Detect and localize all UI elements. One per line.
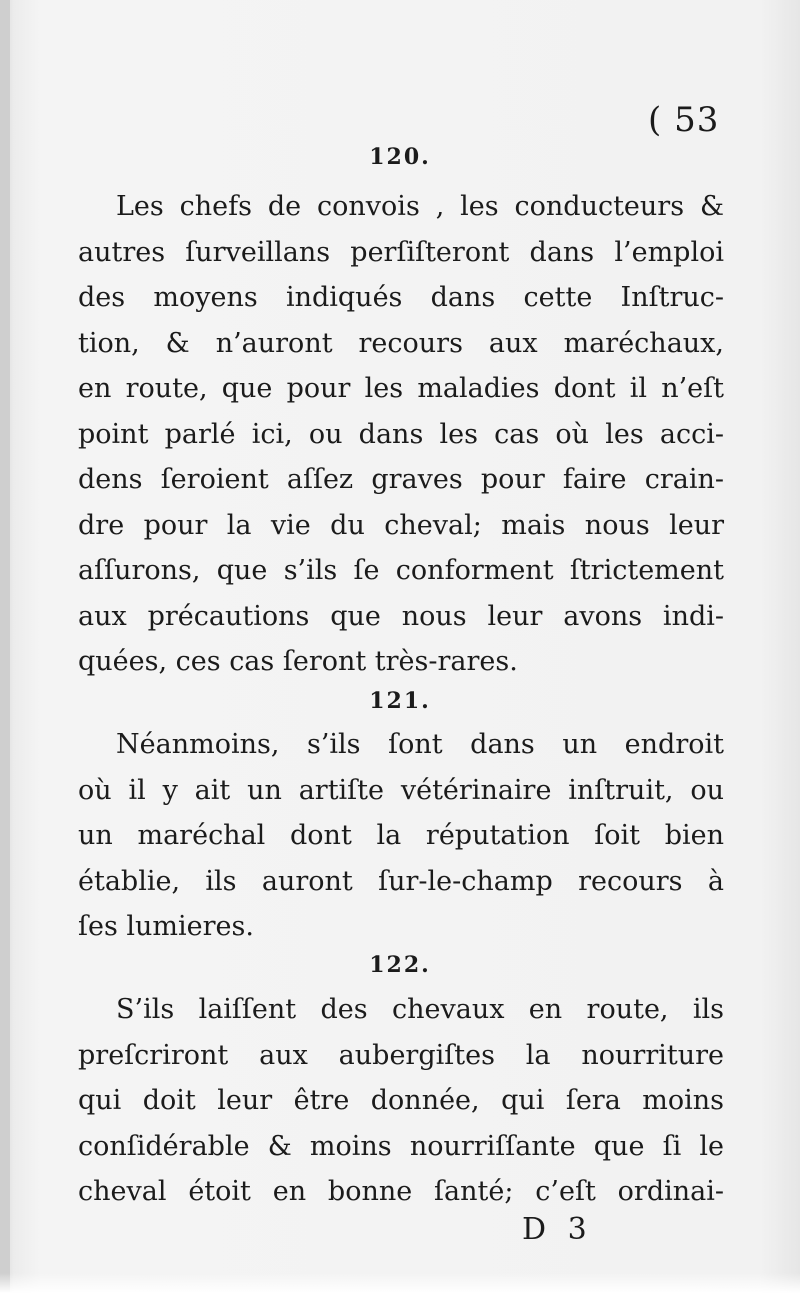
text-line: établie, ils auront ſur-le-champ recours à [78,865,724,897]
page-number: ( 53 [648,100,720,140]
paragraph-120 [78,184,724,685]
text-line: quées, ces cas ſeront très-rares. [78,646,518,677]
text-line: preſcriront aux aubergiſtes la nourriture [78,1039,724,1071]
text-line: tion, & n’auront recours aux maréchaux, [78,327,724,359]
page-gutter-shadow [0,0,10,1293]
text-line: Les chefs de convois , les conducteurs & [116,191,724,222]
text-line: autres ſurveillans perſiſteront dans l’emploi [78,236,724,268]
text-line: dre pour la vie du cheval; mais nous leur [78,509,724,541]
text-line: des moyens indiqués dans cette Inſtruc- [78,282,724,313]
section-number-122: 122. [369,952,431,978]
text-line: aſſurons, que s’ils ſe conforment ſtrictement [78,555,724,586]
text-line: conſidérable & moins nourriſſante que ſi le [78,1130,724,1162]
text-line: aux précautions que nous leur avons indi- [78,600,724,632]
page-bottom-edge [0,1273,800,1293]
section-number-120: 120. [369,144,431,170]
section-number-121: 121. [369,688,431,714]
paragraph-122 [78,987,724,1215]
text-line: point parlé ici, ou dans les cas où les acci- [78,418,724,450]
text-line: où il y ait un artiſte vétérinaire inſtruit, ou [78,774,724,806]
text-line: qui doit leur être donnée, qui ſera moins [78,1085,724,1116]
text-line: S’ils laiſſent des chevaux en route, ils [116,994,724,1025]
text-line: un maréchal dont la réputation ſoit bien [78,820,724,851]
paragraph-121 [78,722,724,950]
text-line: en route, que pour les maladies dont il n’eſt [78,373,724,404]
text-line: cheval étoit en bonne ſanté; c’eſt ordinai- [78,1176,724,1207]
text-line: ſes lumieres. [78,911,254,942]
text-line: Néanmoins, s’ils ſont dans un endroit [116,729,724,760]
signature-mark: D 3 [522,1212,593,1247]
text-line: dens ſeroient aſſez graves pour faire crain- [78,464,724,495]
